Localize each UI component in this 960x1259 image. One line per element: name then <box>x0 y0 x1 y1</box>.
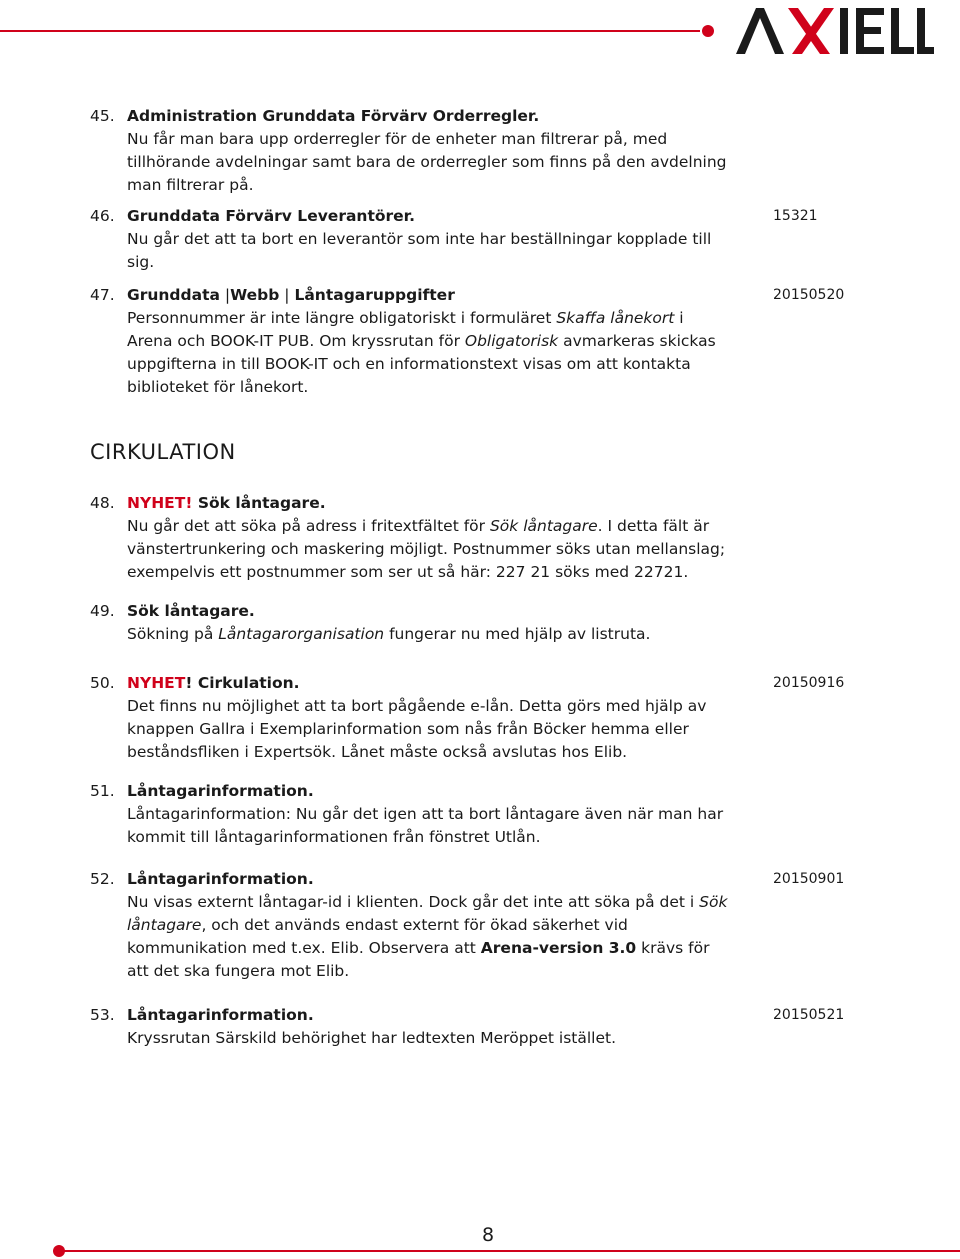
text-run-italic: Sök låntagare <box>127 893 728 934</box>
section-heading: CIRKULATION <box>90 440 236 464</box>
title-part: Webb <box>230 286 280 304</box>
text-run: , och det används endast externt för ökad säkerhet vid kommunikation med t.ex. Elib. Observera att <box>127 916 628 957</box>
entry-number: 49. <box>90 602 115 620</box>
text-run-italic: Låntagarorganisation <box>218 625 385 643</box>
entry-51 <box>90 780 730 849</box>
entry-text <box>127 307 730 399</box>
text-run-italic: Skaffa lånekort <box>556 309 675 327</box>
entry-text: Låntagarinformation: Nu går det igen att ta bort låntagare även när man har kommit till låntagarinformationen från fönstret Utlån. <box>127 805 724 846</box>
new-badge: NYHET! <box>127 494 193 512</box>
entry-text: Det finns nu möjlighet att ta bort pågående e-lån. Detta görs med hjälp av knappen Gallra i Exemplarinformation som nås från Böcker hemma eller beståndsfliken i Expertsök. Lånet måste också avslutas hos Elib. <box>127 697 707 761</box>
entry-title: Grunddata Förvärv Leverantörer. <box>127 207 415 225</box>
entry-title: Administration Grunddata Förvärv Orderregler. <box>127 107 540 125</box>
entry-title <box>127 672 730 695</box>
text-run: . I detta fält är vänstertrunkering och maskering möjligt. Postnummer söks utan mellanslag; exempelvis ett postnummer som ser ut så här: 227 21 söks med 22721. <box>127 517 726 581</box>
text-run: Nu visas externt låntagar-id i klienten. Dock går det inte att söka på det i <box>127 893 700 911</box>
entry-number: 52. <box>90 870 115 888</box>
entry-number: 48. <box>90 494 115 512</box>
entry-title <box>127 492 730 515</box>
entry-text: Kryssrutan Särskild behörighet har ledtexten Meröppet istället. <box>127 1029 617 1047</box>
entry-number: 51. <box>90 782 115 800</box>
header-rule <box>0 30 700 32</box>
entry-52 <box>90 868 845 983</box>
text-run: krävs för att det ska fungera mot Elib. <box>127 939 710 980</box>
entry-50 <box>90 672 845 764</box>
entry-text <box>127 623 730 646</box>
entry-number: 47. <box>90 286 115 304</box>
entry-text <box>127 515 730 584</box>
entry-47 <box>90 284 845 399</box>
entry-date: 20150901 <box>773 871 845 887</box>
text-run: Nu går det att söka på adress i fritextfältet för <box>127 517 490 535</box>
title-part: Låntagaruppgifter <box>294 286 455 304</box>
text-run-bold: Arena-version 3.0 <box>480 939 637 957</box>
entry-title: Låntagarinformation. <box>127 1006 314 1024</box>
entry-date: 15321 <box>773 208 818 224</box>
entry-title: Låntagarinformation. <box>127 870 314 888</box>
entry-text: Nu får man bara upp orderregler för de enheter man filtrerar på, med tillhörande avdelningar samt bara de orderregler som finns på den avdelning man filtrerar på. <box>127 130 727 194</box>
text-run-italic: Sök låntagare <box>489 517 598 535</box>
page-number: 8 <box>482 1224 495 1246</box>
entry-title: Sök låntagare. <box>127 602 255 620</box>
entry-number: 46. <box>90 207 115 225</box>
text-run: i Arena och BOOK-IT PUB. Om kryssrutan för <box>127 309 684 350</box>
entry-title: Låntagarinformation. <box>127 782 314 800</box>
entry-number: 45. <box>90 107 115 125</box>
entry-number: 50. <box>90 674 115 692</box>
header-rule-dot <box>702 25 714 37</box>
entry-45 <box>90 105 730 197</box>
entry-date: 20150916 <box>773 675 845 691</box>
text-run: fungerar nu med hjälp av listruta. <box>384 625 651 643</box>
entry-text: Nu går det att ta bort en leverantör som inte har beställningar kopplade till sig. <box>127 230 712 271</box>
title-part: Grunddata <box>127 286 220 304</box>
entry-text <box>127 891 730 983</box>
entry-46 <box>90 205 818 274</box>
text-run: avmarkeras skickas uppgifterna in till BOOK-IT och en informationstext visas om att kontakta biblioteket för lånekort. <box>127 332 716 396</box>
title-text: Cirkulation. <box>197 674 300 692</box>
footer-rule <box>59 1250 960 1252</box>
footer-rule-dot <box>53 1245 65 1257</box>
entry-53 <box>90 1004 845 1050</box>
title-text: Sök låntagare. <box>197 494 326 512</box>
entry-number: 53. <box>90 1006 115 1024</box>
axiell-logo <box>734 2 934 60</box>
entry-date: 20150520 <box>773 287 845 303</box>
text-run: Personnummer är inte längre obligatoriskt i formuläret <box>127 309 557 327</box>
entry-date: 20150521 <box>773 1007 845 1023</box>
entry-title: Grunddata |Webb | Låntagaruppgifter <box>127 286 455 304</box>
entry-49 <box>90 600 730 646</box>
text-run-italic: Obligatorisk <box>464 332 559 350</box>
new-badge: NYHET <box>127 674 186 692</box>
new-badge-bang: ! <box>185 674 193 692</box>
entry-48 <box>90 492 730 584</box>
text-run: Sökning på <box>127 625 219 643</box>
